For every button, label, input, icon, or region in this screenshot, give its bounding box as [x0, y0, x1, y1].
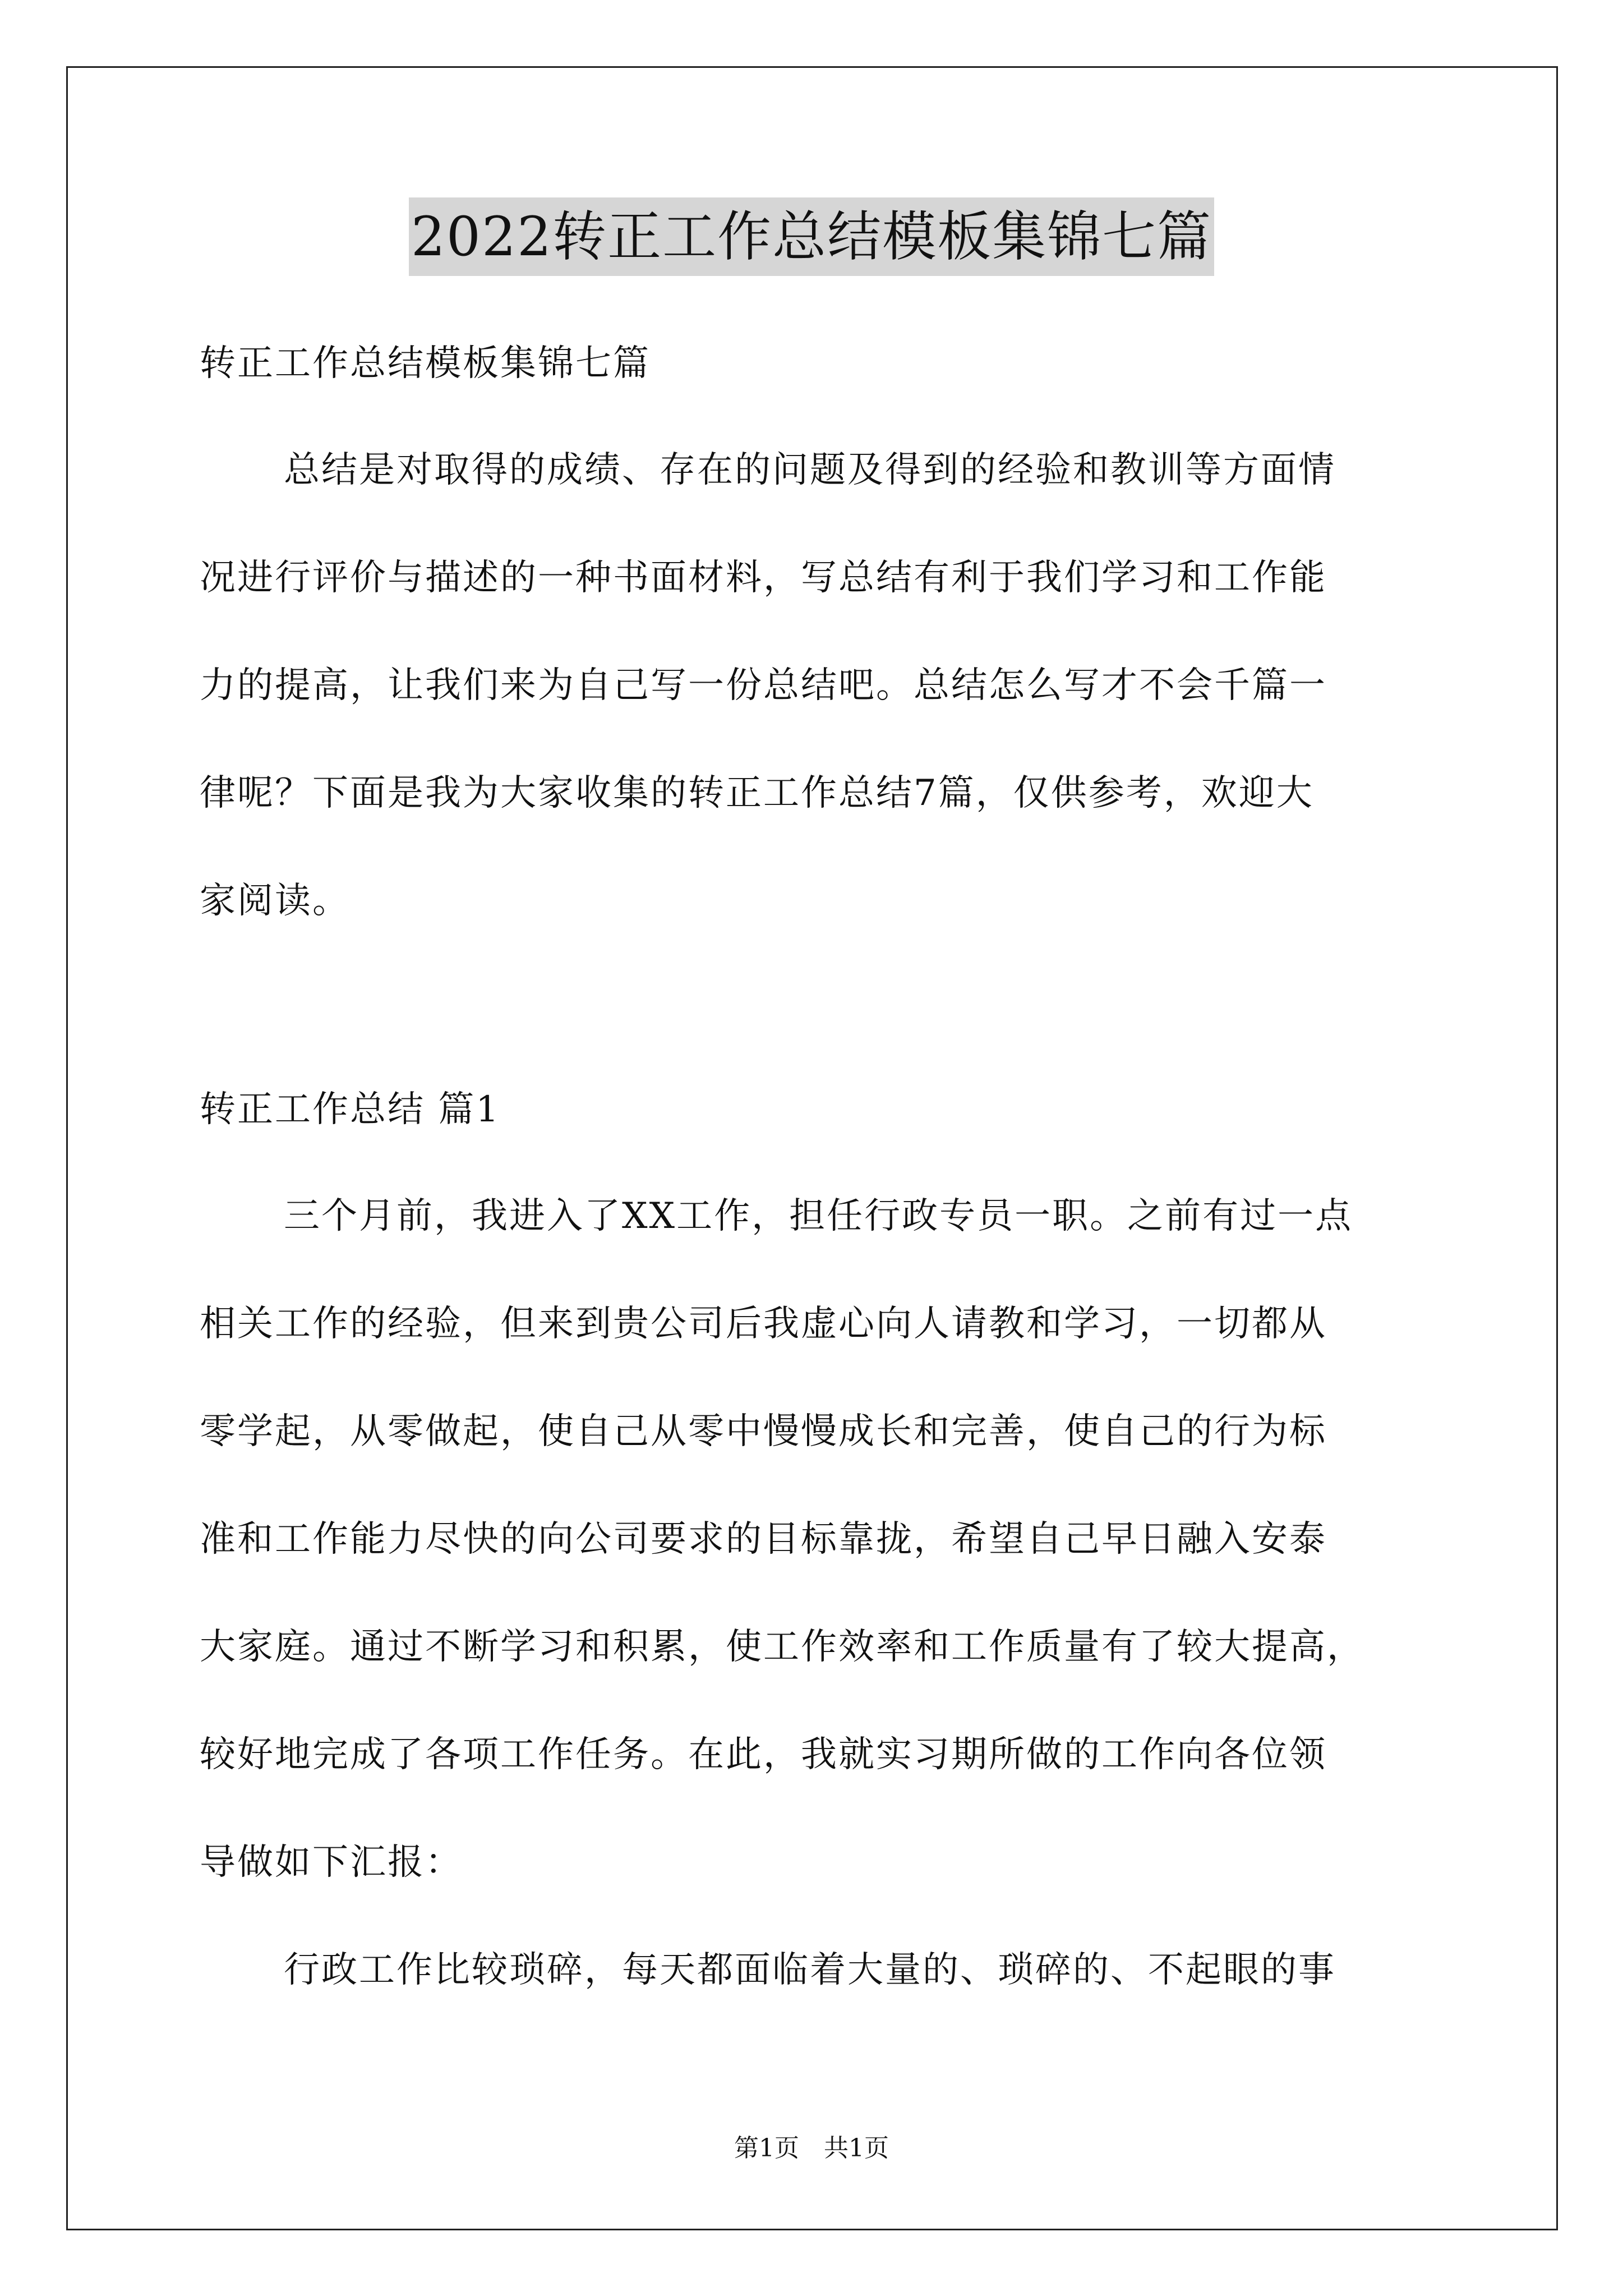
paragraph-gap — [200, 955, 1484, 1056]
document-body — [200, 310, 1484, 2024]
intro-line: 律呢？下面是我为大家收集的转正工作总结7篇，仅供参考，欢迎大 — [200, 772, 1314, 814]
body-line: 相关工作的经验，但来到贵公司后我虚心向人请教和学习，一切都从 — [200, 1303, 1327, 1345]
body-line: 零学起，从零做起，使自己从零中慢慢成长和完善，使自己的行为标 — [200, 1411, 1327, 1452]
page-footer — [0, 2132, 1623, 2165]
body-line: 三个月前，我进入了XX工作，担任行政专员一职。之前有过一点 — [284, 1195, 1353, 1237]
body-line: 导做如下汇报： — [200, 1842, 463, 1883]
intro-line: 家阅读。 — [200, 880, 350, 922]
body-line: 较好地完成了各项工作任务。在此，我就实习期所做的工作向各位领 — [200, 1734, 1327, 1775]
intro-line: 况进行评价与描述的一种书面材料，写总结有利于我们学习和工作能 — [200, 557, 1327, 599]
document-title: 2022转正工作总结模板集锦七篇 — [409, 197, 1214, 276]
section-heading: 转正工作总结 篇1 — [200, 1089, 501, 1130]
document-subtitle: 转正工作总结模板集锦七篇 — [200, 343, 651, 384]
intro-line: 总结是对取得的成绩、存在的问题及得到的经验和教训等方面情 — [284, 449, 1336, 491]
body-line: 大家庭。通过不断学习和积累，使工作效率和工作质量有了较大提高， — [200, 1626, 1364, 1668]
intro-line: 力的提高，让我们来为自己写一份总结吧。总结怎么写才不会千篇一 — [200, 665, 1327, 706]
page-number: 第1页 共1页 — [734, 2134, 889, 2162]
body-line: 行政工作比较琐碎，每天都面临着大量的、琐碎的、不起眼的事 — [284, 1949, 1336, 1991]
body-line: 准和工作能力尽快的向公司要求的目标靠拢，希望自己早日融入安泰 — [200, 1519, 1327, 1560]
title-area — [0, 197, 1623, 276]
